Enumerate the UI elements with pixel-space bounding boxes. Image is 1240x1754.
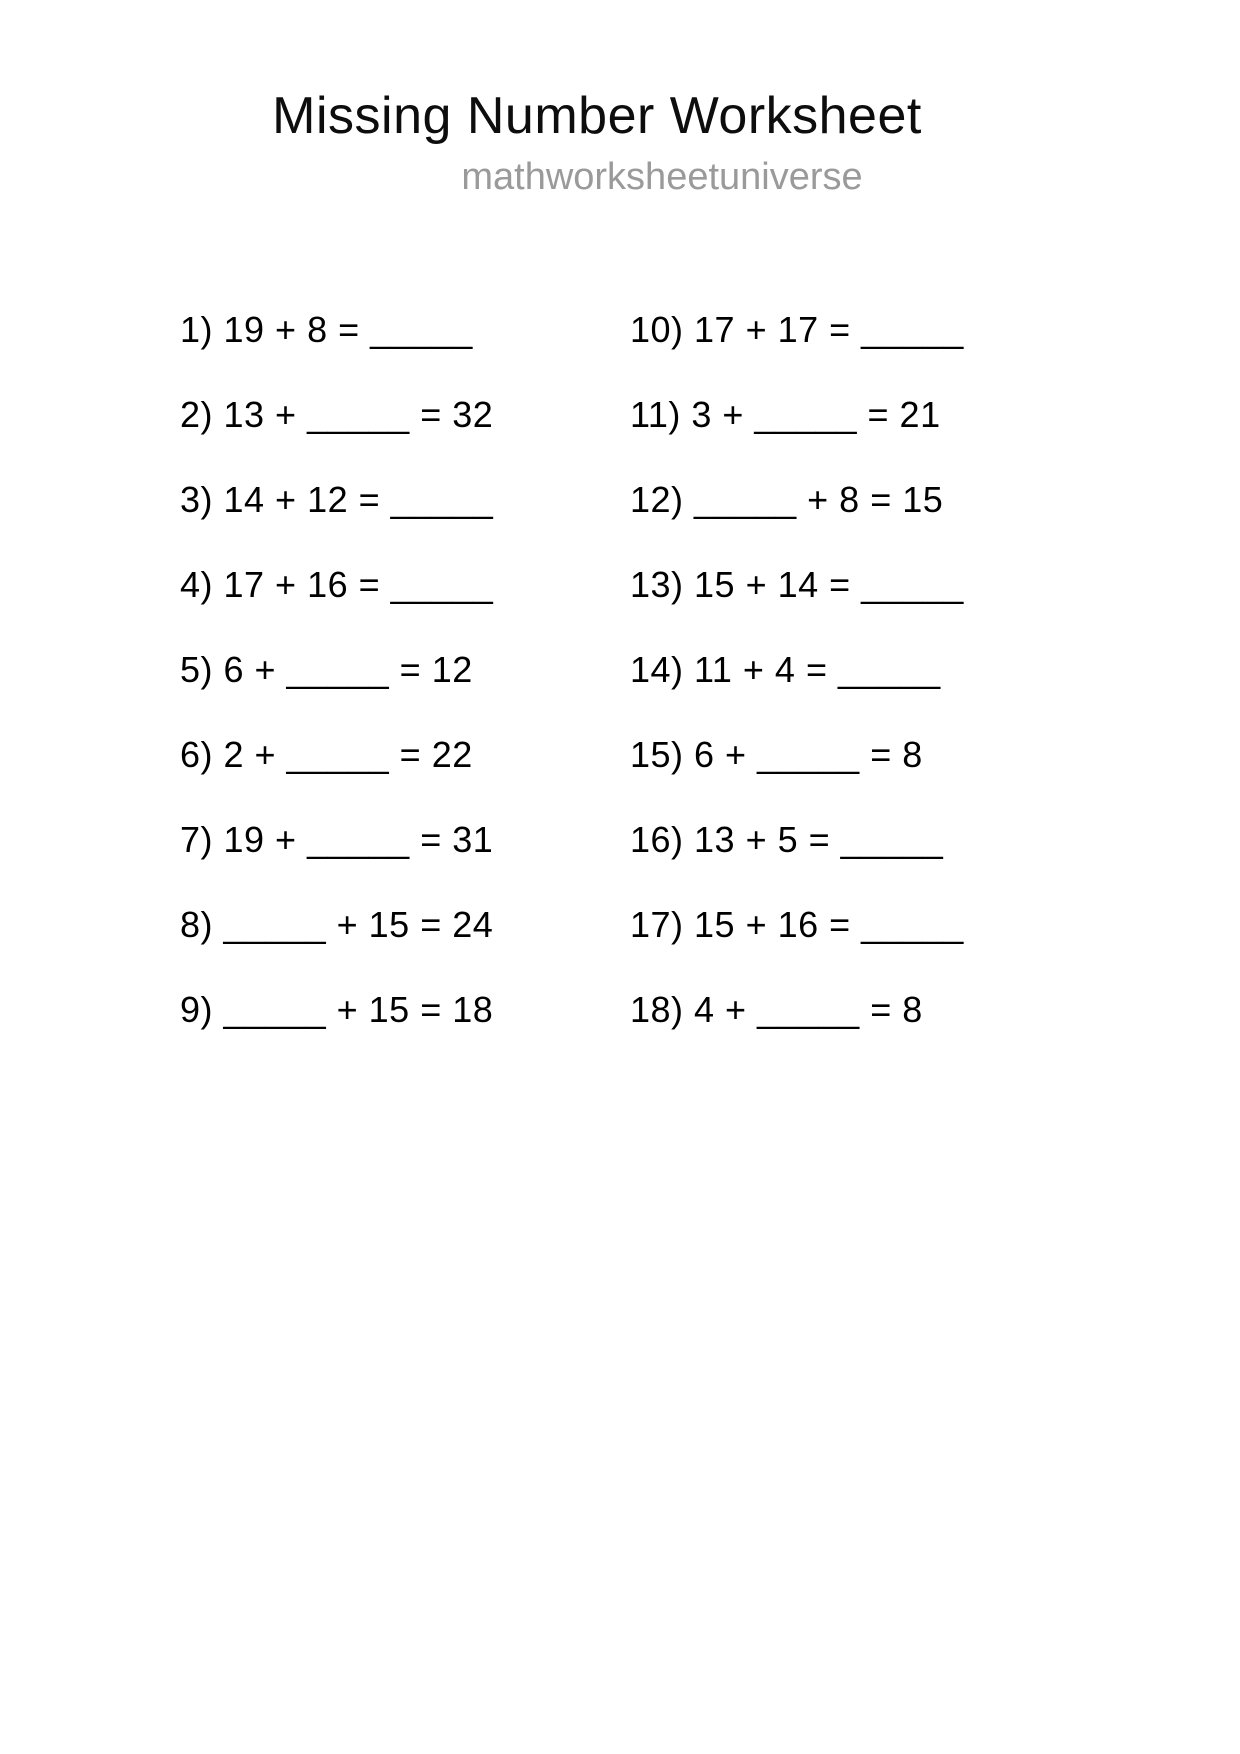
problem-row-6: 6) 2 + _____ = 22: [180, 733, 473, 775]
problem-row-13: 13) 15 + 14 = _____: [630, 563, 964, 605]
problems-left-column: [180, 308, 630, 1030]
problem-row-17: 17) 15 + 16 = _____: [630, 903, 964, 945]
problem-row-18: 18) 4 + _____ = 8: [630, 988, 923, 1030]
worksheet-header: [0, 0, 1240, 199]
problem-row-12: 12) _____ + 8 = 15: [630, 478, 944, 520]
problem-row-1: 1) 19 + 8 = _____: [180, 308, 473, 350]
problem-row-16: 16) 13 + 5 = _____: [630, 818, 944, 860]
problem-row-3: 3) 14 + 12 = _____: [180, 478, 494, 520]
page-title: Missing Number Worksheet: [272, 87, 922, 145]
problem-row-10: 10) 17 + 17 = _____: [630, 308, 964, 350]
problem-row-7: 7) 19 + _____ = 31: [180, 818, 494, 860]
problem-row-15: 15) 6 + _____ = 8: [630, 733, 923, 775]
problem-row-2: 2) 13 + _____ = 32: [180, 393, 494, 435]
problem-row-11: 11) 3 + _____ = 21: [630, 393, 941, 435]
problem-row-8: 8) _____ + 15 = 24: [180, 903, 494, 945]
problem-row-9: 9) _____ + 15 = 18: [180, 988, 494, 1030]
problems-right-column: [630, 308, 964, 1030]
problem-row-5: 5) 6 + _____ = 12: [180, 648, 473, 690]
problem-row-4: 4) 17 + 16 = _____: [180, 563, 494, 605]
problems-area: [0, 308, 1240, 1030]
page-subtitle: mathworksheetuniverse: [461, 156, 863, 199]
problem-row-14: 14) 11 + 4 = _____: [630, 648, 941, 690]
